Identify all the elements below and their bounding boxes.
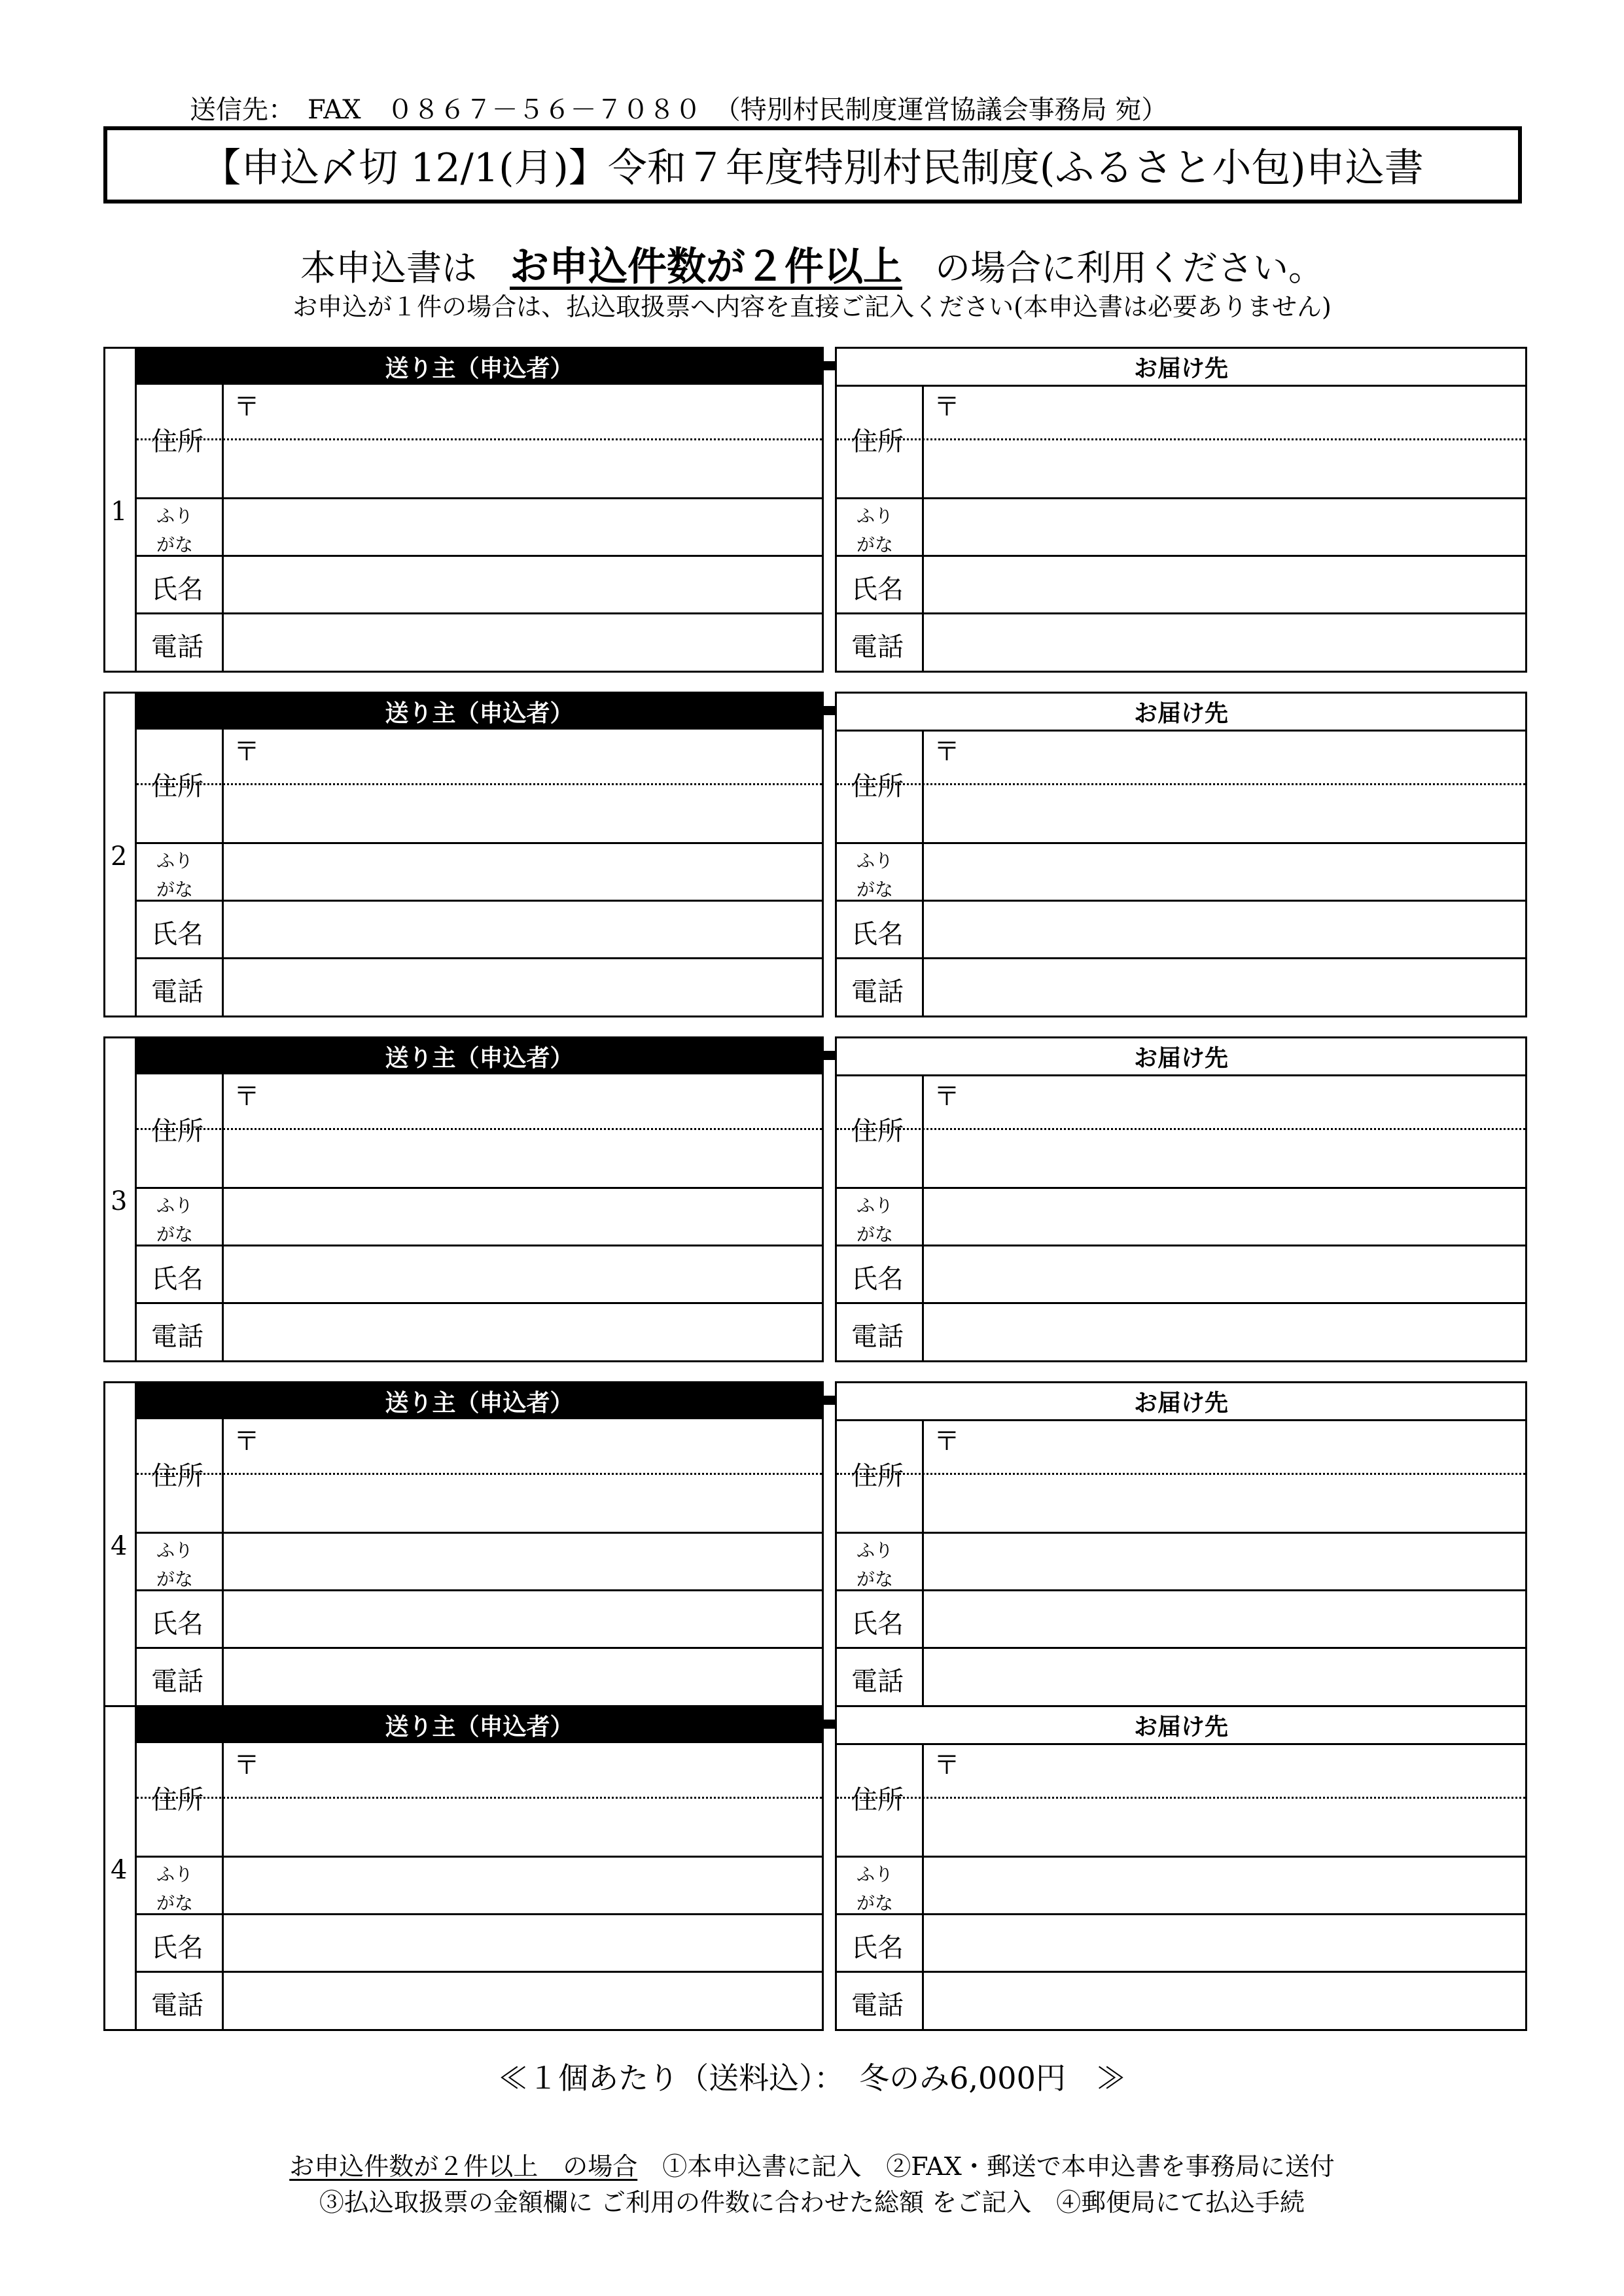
name-divider (137, 555, 822, 557)
entry-number-column (103, 1705, 136, 2031)
address-row[interactable] (837, 1743, 1525, 1856)
intro-lead: 本申込書は (300, 247, 477, 289)
address-row[interactable] (837, 730, 1525, 842)
entry-block (103, 692, 1527, 1017)
entry-block (103, 1705, 1527, 2031)
furigana-label-top: ふり (856, 1540, 894, 1561)
postal-mark: 〒 (234, 737, 260, 767)
sender-panel (135, 692, 824, 1017)
intro-emphasis: お申込件数が２件以上 (510, 244, 902, 290)
recipient-header: お届け先 (837, 349, 1525, 387)
sender-panel (135, 1036, 824, 1362)
name-divider (837, 555, 1525, 557)
phone-label: 電話 (151, 1667, 203, 1697)
phone-row[interactable] (137, 1302, 822, 1360)
name-divider (837, 1245, 1525, 1246)
name-row[interactable] (137, 900, 822, 959)
address-row[interactable] (137, 730, 822, 842)
furigana-row[interactable] (837, 1187, 1525, 1246)
furigana-label-top: ふり (156, 505, 194, 527)
furigana-label-bottom: がな (156, 1568, 194, 1590)
phone-row[interactable] (837, 1302, 1525, 1360)
furigana-label-bottom: がな (156, 879, 194, 900)
postal-mark: 〒 (934, 737, 960, 767)
furigana-label-top: ふり (156, 1540, 194, 1561)
procedure-line-1 (0, 2146, 1624, 2182)
name-divider (137, 1913, 822, 1915)
name-label: 氏名 (151, 1933, 203, 1963)
name-divider (137, 1589, 822, 1591)
furigana-row[interactable] (137, 1187, 822, 1246)
name-row[interactable] (137, 1589, 822, 1649)
entry-number-column (103, 1036, 136, 1362)
postal-mark: 〒 (234, 1082, 260, 1112)
furigana-label-top: ふり (856, 1863, 894, 1885)
sender-header: 送り主（申込者） (137, 1383, 822, 1419)
furigana-label-bottom: がな (156, 1892, 194, 1914)
procedure-steps-1: ①本申込書に記入 ②FAX・郵送で本申込書を事務局に送付 (662, 2152, 1335, 2181)
procedure-condition: お申込件数が２件以上 の場合 (289, 2152, 638, 2181)
address-divider (137, 438, 822, 440)
postal-mark: 〒 (934, 392, 960, 422)
fax-destination: 送信先： FAX ０８６７－５６－７０８０ （特別村民制度運営協議会事務局 宛） (190, 95, 1168, 125)
name-label: 氏名 (151, 1264, 203, 1294)
name-label: 氏名 (151, 574, 203, 605)
name-divider (837, 1913, 1525, 1915)
furigana-row[interactable] (837, 842, 1525, 902)
address-row[interactable] (137, 1074, 822, 1187)
name-divider (837, 1589, 1525, 1591)
postal-mark: 〒 (234, 1750, 260, 1780)
sender-header: 送り主（申込者） (137, 1038, 822, 1074)
address-row[interactable] (137, 385, 822, 497)
recipient-header: お届け先 (837, 1707, 1525, 1745)
furigana-label-top: ふり (156, 850, 194, 872)
name-label: 氏名 (851, 919, 904, 949)
phone-label: 電話 (151, 632, 203, 662)
address-row[interactable] (837, 1419, 1525, 1532)
name-label: 氏名 (151, 1609, 203, 1639)
phone-row[interactable] (137, 1971, 822, 2029)
entry-number: 3 (111, 1186, 128, 1217)
furigana-label-top: ふり (156, 1195, 194, 1216)
address-row[interactable] (137, 1419, 822, 1532)
furigana-label-top: ふり (856, 1195, 894, 1216)
name-row[interactable] (137, 1245, 822, 1304)
address-label: 住所 (851, 1116, 904, 1146)
postal-mark: 〒 (934, 1426, 960, 1457)
address-row[interactable] (837, 1074, 1525, 1187)
address-label: 住所 (851, 427, 904, 457)
address-row[interactable] (837, 385, 1525, 497)
phone-row[interactable] (837, 957, 1525, 1016)
sender-header: 送り主（申込者） (137, 349, 822, 385)
phone-label: 電話 (851, 632, 904, 662)
address-divider (137, 783, 822, 785)
address-label: 住所 (851, 771, 904, 802)
price-note: ≪１個あたり（送料込）： 冬のみ6,000円 ≫ (498, 2060, 1126, 2096)
entry-number-column (103, 1381, 136, 1707)
name-row[interactable] (837, 1913, 1525, 1973)
address-divider (837, 1797, 1525, 1799)
address-divider (837, 1128, 1525, 1130)
address-divider (837, 438, 1525, 440)
name-row[interactable] (837, 1589, 1525, 1649)
recipient-panel (835, 1381, 1527, 1707)
entry-number: 2 (111, 841, 128, 872)
address-label: 住所 (151, 1116, 203, 1146)
phone-row[interactable] (137, 957, 822, 1016)
furigana-label-top: ふり (856, 505, 894, 527)
furigana-row[interactable] (837, 497, 1525, 557)
recipient-header: お届け先 (837, 694, 1525, 732)
recipient-panel (835, 692, 1527, 1017)
phone-label: 電話 (851, 977, 904, 1007)
entry-number: 4 (111, 1531, 128, 1562)
phone-row[interactable] (137, 1647, 822, 1705)
postal-mark: 〒 (234, 392, 260, 422)
furigana-label-bottom: がな (156, 1224, 194, 1245)
furigana-label-bottom: がな (856, 879, 894, 900)
name-label: 氏名 (851, 1264, 904, 1294)
recipient-panel (835, 1036, 1527, 1362)
address-label: 住所 (851, 1785, 904, 1815)
furigana-label-bottom: がな (856, 1892, 894, 1914)
recipient-header: お届け先 (837, 1038, 1525, 1076)
sender-header: 送り主（申込者） (137, 694, 822, 730)
address-label: 住所 (151, 1461, 203, 1491)
address-divider (837, 1473, 1525, 1475)
name-row[interactable] (137, 1913, 822, 1973)
furigana-row[interactable] (137, 842, 822, 902)
address-row[interactable] (137, 1743, 822, 1856)
entry-block (103, 347, 1527, 673)
address-divider (137, 1473, 822, 1475)
name-label: 氏名 (851, 1933, 904, 1963)
intro-tail: の場合に利用ください。 (935, 247, 1324, 289)
form-title: 【申込〆切 12/1(月)】令和７年度特別村民制度(ふるさと小包)申込書 (103, 126, 1522, 203)
name-row[interactable] (137, 555, 822, 614)
phone-row[interactable] (137, 612, 822, 671)
usage-note: お申込が１件の場合は、払込取扱票へ内容を直接ご記入ください(本申込書は必要ありません) (292, 292, 1332, 321)
sender-header: 送り主（申込者） (137, 1707, 822, 1743)
entry-number: 4 (111, 1855, 128, 1886)
address-label: 住所 (851, 1461, 904, 1491)
address-label: 住所 (151, 771, 203, 802)
address-label: 住所 (151, 1785, 203, 1815)
furigana-label-top: ふり (156, 1863, 194, 1885)
phone-row[interactable] (837, 1647, 1525, 1705)
furigana-label-bottom: がな (156, 534, 194, 556)
phone-row[interactable] (837, 612, 1525, 671)
entry-block (103, 1381, 1527, 1707)
address-label: 住所 (151, 427, 203, 457)
phone-label: 電話 (151, 1322, 203, 1352)
phone-label: 電話 (851, 1667, 904, 1697)
furigana-row[interactable] (837, 1532, 1525, 1591)
furigana-label-bottom: がな (856, 1568, 894, 1590)
name-label: 氏名 (851, 574, 904, 605)
recipient-panel (835, 347, 1527, 673)
entry-number-column (103, 692, 136, 1017)
furigana-row[interactable] (137, 1856, 822, 1915)
name-divider (837, 900, 1525, 902)
postal-mark: 〒 (934, 1750, 960, 1780)
entry-block (103, 1036, 1527, 1362)
address-divider (837, 783, 1525, 785)
sender-panel (135, 347, 824, 673)
name-divider (137, 1245, 822, 1246)
sender-panel (135, 1705, 824, 2031)
usage-instruction (0, 236, 1624, 292)
name-label: 氏名 (851, 1609, 904, 1639)
postal-mark: 〒 (934, 1082, 960, 1112)
recipient-header: お届け先 (837, 1383, 1525, 1421)
name-row[interactable] (837, 1245, 1525, 1304)
name-label: 氏名 (151, 919, 203, 949)
procedure-line-2: ③払込取扱票の金額欄に ご利用の件数に合わせた総額 をご記入 ④郵便局にて払込手続 (319, 2188, 1305, 2217)
phone-label: 電話 (151, 977, 203, 1007)
furigana-row[interactable] (137, 1532, 822, 1591)
name-row[interactable] (837, 555, 1525, 614)
name-row[interactable] (837, 900, 1525, 959)
furigana-label-top: ふり (856, 850, 894, 872)
address-divider (137, 1128, 822, 1130)
recipient-panel (835, 1705, 1527, 2031)
phone-row[interactable] (837, 1971, 1525, 2029)
entry-number: 1 (111, 497, 128, 527)
phone-label: 電話 (851, 1322, 904, 1352)
entry-number-column (103, 347, 136, 673)
postal-mark: 〒 (234, 1426, 260, 1457)
furigana-row[interactable] (137, 497, 822, 557)
furigana-label-bottom: がな (856, 1224, 894, 1245)
address-divider (137, 1797, 822, 1799)
name-divider (137, 900, 822, 902)
phone-label: 電話 (151, 1990, 203, 2021)
furigana-label-bottom: がな (856, 534, 894, 556)
phone-label: 電話 (851, 1990, 904, 2021)
furigana-row[interactable] (837, 1856, 1525, 1915)
sender-panel (135, 1381, 824, 1707)
